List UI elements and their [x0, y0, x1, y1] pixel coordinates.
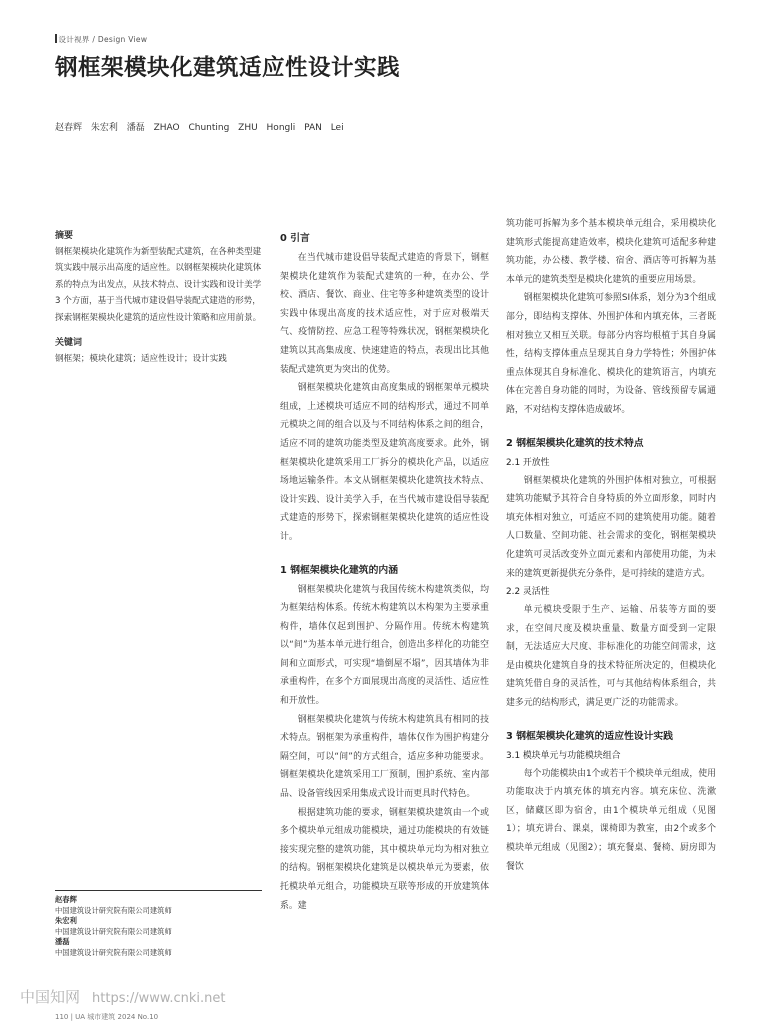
affiliation-name: 朱宏利	[55, 916, 77, 925]
keywords-block	[55, 336, 262, 367]
paragraph: 钢框架模块化建筑与传统木构建筑具有相同的技术特点。钢框架为承重构件，墙体仅作为围护构建分隔空间，可以“间”的方式组合，适应多种功能要求。钢框架模块化建筑采用工厂预制，围护系统、室内部品、设备管线因采用集成式设计而更具时代特色。	[280, 714, 489, 800]
affiliation-org: 中国建筑设计研究院有限公司建筑师	[55, 947, 172, 957]
paragraph: 钢框架模块化建筑可参照SI体系，划分为3个组成部分，即结构支撑体、外围护体和内填充体，三者既相对独立又相互关联。每部分内容均根植于其自身属性，结构支撑体重点呈现其自身力学特性；外围护体重点体现其自身标准化、模块化的建筑语言，内填充体在完善自身功能的同时，为设备、管线预留专属通路，不对结构支撑体造成破坏。	[506, 293, 716, 415]
watermark-brand: 中国知网	[20, 988, 81, 1006]
section-heading-3: 3 钢框架模块化建筑的适应性设计实践	[506, 730, 673, 742]
affiliations	[55, 895, 262, 958]
keywords-text: 钢框架；模块化建筑；适应性设计；设计实践	[55, 354, 227, 365]
affiliation-item	[55, 937, 262, 958]
watermark-url: https://www.cnki.net	[92, 991, 226, 1006]
subsection-heading-2-2: 2.2 灵活性	[506, 587, 550, 598]
paragraph: 每个功能模块由1个或若干个模块单元组成，使用功能取决于内填充体的填充内容。填充床位、洗漱区，储藏区即为宿舍，由1个模块单元组成（见图1）；填充讲台、课桌，课椅即为教室，由2个或多个模块单元组成（见图2）；填充餐桌、餐椅、厨房即为餐饮	[506, 768, 716, 872]
paragraph-continued: 筑功能可拆解为多个基本模块单元组合，采用模块化建筑形式能提高建造效率，模块化建筑可适配多种建筑功能，办公楼、教学楼、宿舍、酒店等可拆解为基本单元的建筑类型是模块化建筑的重要应用场景。	[506, 219, 716, 285]
paragraph: 根据建筑功能的要求，钢框架模块建筑由一个或多个模块单元组成功能模块，通过功能模块的有效链接实现完整的建筑功能，其中模块单元均为相对独立的结构。钢框架模块化建筑是以模块单元为要素，依托模块单元组合，功能模块互联等形成的开放建筑体系。建	[280, 807, 489, 911]
section-heading-0: 0 引言	[280, 233, 310, 244]
section-heading-2: 2 钢框架模块化建筑的技术特点	[506, 437, 644, 449]
affiliation-name: 潘磊	[55, 937, 70, 946]
section-header	[55, 34, 147, 45]
paragraph: 钢框架模块化建筑由高度集成的钢框架单元模块组成，上述模块可适应不同的结构形式，通过不同单元模块之间的组合以及与不同结构体系之间的组合，适应不同的建筑功能类型及建筑高度要求。此外，钢框架模块化建筑采用工厂拆分的模块化产品，以适应场地运输条件。本文从钢框架模块化建筑技术特点、设计实践、设计美学入手，在当代城市建设倡导装配式建造的形势下，探索钢框架模块化建筑的适应性设计。	[280, 383, 489, 542]
page-footer: 110 | UA 城市建筑 2024 No.10	[55, 1013, 159, 1021]
affiliation-item	[55, 895, 262, 916]
author-line: 赵春辉 朱宏利 潘磊 ZHAO Chunting ZHU Hongli PAN Lei	[55, 123, 344, 133]
body-column-3	[506, 215, 716, 876]
keywords-heading: 关键词	[55, 338, 83, 349]
affiliation-name: 赵春辉	[55, 895, 77, 904]
paragraph: 在当代城市建设倡导装配式建造的背景下，钢框架模块化建筑作为装配式建筑的一种，在办公、学校、酒店、餐饮、商业、住宅等多种建筑类型的设计实践中体现出高度的技术适应性，对于应对极端天气、疫情防控、应急工程等特殊状况，钢框架模块化建筑以其高集成度、快速建造的特点，表现出比其他装配式建筑更为突出的优势。	[280, 253, 489, 375]
affiliation-org: 中国建筑设计研究院有限公司建筑师	[55, 926, 172, 936]
paragraph: 钢框架模块化建筑的外围护体相对独立，可根据建筑功能赋予其符合自身特质的外立面形象，同时内填充体相对独立，可适应不同的建筑使用功能。随着人口数量、空间功能、社会需求的变化，钢框架模块化建筑可灵活改变外立面元素和内部使用功能，为未来的建筑更新提供充分条件，是可持续的建造方式。	[506, 475, 716, 579]
paragraph: 钢框架模块化建筑与我国传统木构建筑类似，均为框架结构体系。传统木构建筑以木构架为主要承重构件，墙体仅起到围护、分隔作用。传统木构建筑以“间”为基本单元进行组合，创造出多样化的功能空间和立面形式，可实现“墙倒屋不塌”，因其墙体为非承重构件，在多个方面展现出高度的灵活性、适应性和开放性。	[280, 584, 489, 707]
article-title: 钢框架模块化建筑适应性设计实践	[55, 55, 401, 81]
subsection-heading-3-1: 3.1 模块单元与功能模块组合	[506, 750, 621, 761]
cnki-watermark	[20, 986, 225, 1007]
abstract-text: 钢框架模块化建筑作为新型装配式建筑，在各种类型建筑实践中展示出高度的适应性。以钢框架模块化建筑体系的特点为出发点，从技术特点、设计实践和设计美学 3 个方面，基于当代城市建设倡导装配式建造的形势，探索钢框架模块化建筑的适应性设计策略和应用前景。	[55, 247, 262, 323]
paragraph: 单元模块受限于生产、运输、吊装等方面的要求，在空间尺度及模块重量、数量方面受到一定限制，无法适应大尺度、非标准化的功能空间需求，这是由模块化建筑自身的技术特征所决定的，但模块化建筑凭借自身的灵活性，可与其他结构体系组合，共建多元的结构形式，满足更广泛的功能需求。	[506, 605, 716, 709]
abstract-heading: 摘要	[55, 231, 74, 241]
body-column-2	[280, 229, 489, 915]
affiliation-org: 中国建筑设计研究院有限公司建筑师	[55, 905, 172, 915]
section-label: 设计视界 / Design View	[58, 35, 148, 44]
affiliation-divider	[55, 890, 262, 891]
subsection-heading-2-1: 2.1 开放性	[506, 457, 550, 468]
section-heading-1: 1 钢框架模块化建筑的内涵	[280, 564, 398, 576]
affiliation-item	[55, 916, 262, 937]
abstract-column	[55, 229, 262, 367]
